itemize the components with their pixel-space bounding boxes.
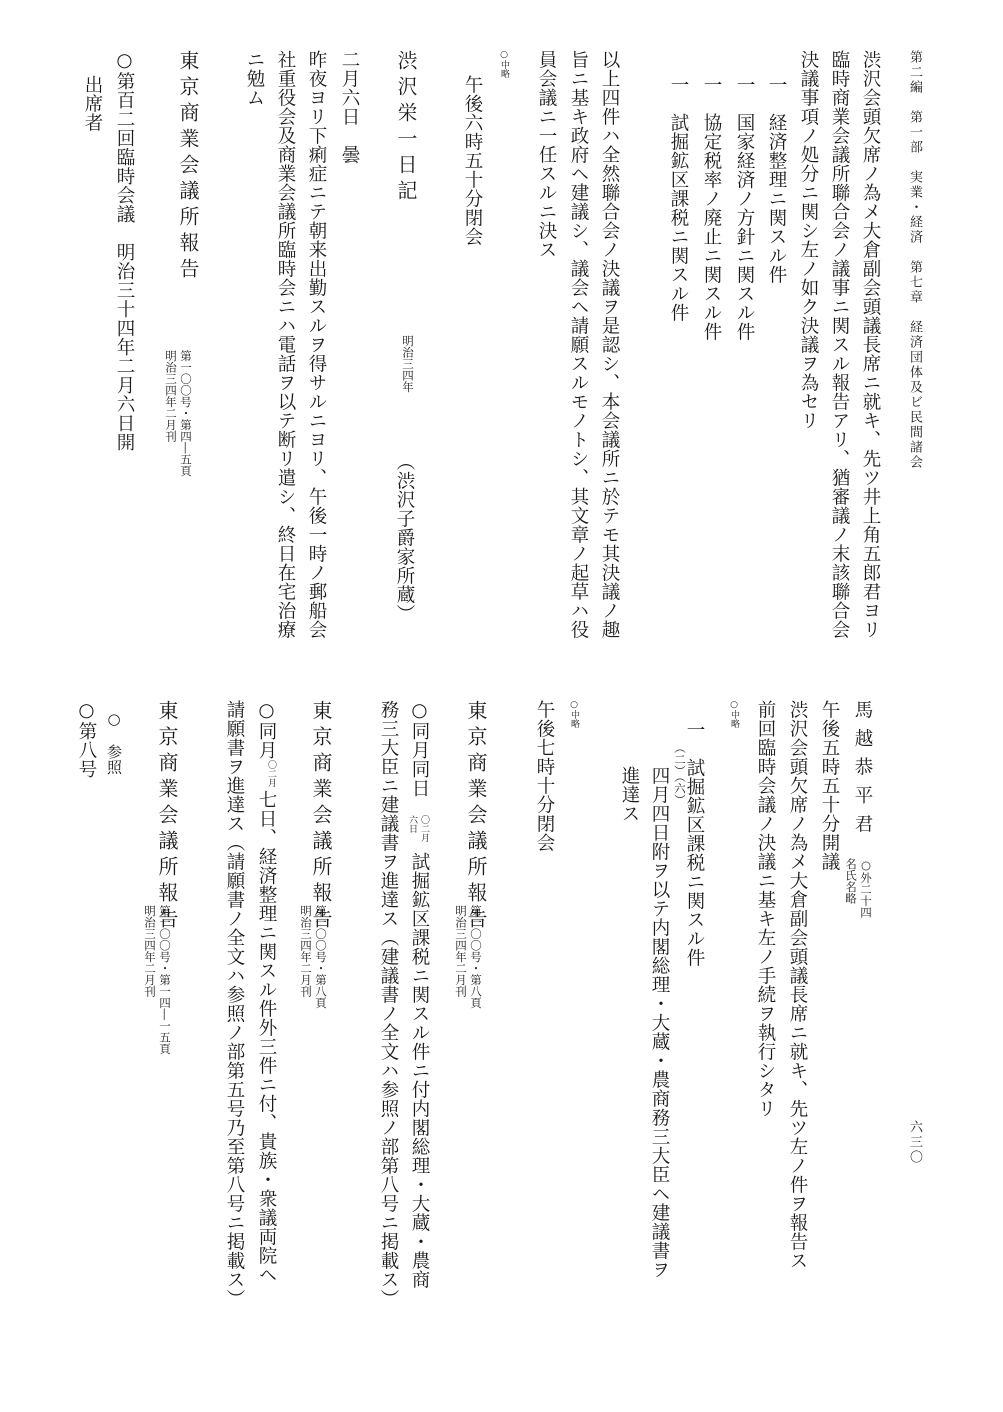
report-title: 東京商業会議所報告 <box>309 700 333 934</box>
text-column: 昨夜ヨリ下痢症ニテ朝来出勤スルヲ得サルニヨリ、午後一時ノ郵船会 <box>306 50 327 639</box>
annotation: （二）（六） <box>673 742 687 806</box>
attendee-note: 名氏名略 <box>844 858 858 904</box>
text-column: 渋沢会頭欠席ノ為メ大倉副会頭議長席ニ就キ、先ツ井上角五郎君ヨリ <box>860 50 881 639</box>
running-head: 第二編 第一部 実業・経済 第七章 経済団体及ビ民間諸会 <box>907 50 922 470</box>
report-ref: 第一〇〇号・第八頁 <box>469 905 483 1009</box>
diary-title: 渋沢栄一日記 <box>394 50 418 206</box>
text-column: ○同月同日 <box>409 700 430 798</box>
text-column: 午後五時五十分開議 <box>819 700 840 871</box>
diary-year: 明治三四年 <box>401 335 415 393</box>
annotation: 〇二月 <box>419 815 429 842</box>
report-title: 東京商業会議所報告 <box>176 50 200 284</box>
text-column: 試掘鉱区課税ニ関スル件ニ付内閣総理・大蔵・農商 <box>409 852 430 1289</box>
text-column: 臨時商業会議所聯合会ノ議事ニ関スル報告アリ、猶審議ノ末該聯合会 <box>829 50 850 639</box>
reference-number: ○第八号 <box>76 700 97 779</box>
list-item: 一 国家経済ノ方針ニ関スル件 <box>734 75 755 341</box>
text-column: 以上四件ハ全然聯合会ノ決議ヲ是認シ、本会議所ニ於テモ其決議ノ趣 <box>599 50 620 639</box>
attendees-heading: 出席者 <box>82 75 103 132</box>
annotation: 六日 <box>407 815 417 833</box>
page-number: 六三〇 <box>907 1120 922 1165</box>
text-column: 旨ニ基キ政府ヘ建議シ、議会ヘ請願スルモノトシ、其文章ノ起草ハ役 <box>568 50 589 639</box>
text-column: 請願書ヲ進達ス（請願書ノ全文ハ参照ノ部第五号乃至第八号ニ掲載ス） <box>224 700 245 1308</box>
report-ref: 明治三四年二月刊 <box>454 905 468 997</box>
text-column: 進達ス <box>619 766 640 823</box>
text-column: 七日、経済整理ニ関スル件外三件ニ付、貴族・衆議両院ヘ <box>256 790 277 1284</box>
text-column: 社重役会及商業会議所臨時会ニハ電話ヲ以テ断リ遣シ、終日在宅治療 <box>275 50 296 639</box>
report-title: 東京商業会議所報告 <box>464 700 488 934</box>
text-column: 決議事項ノ処分ニ関シ左ノ如ク決議ヲ為セリ <box>798 50 819 430</box>
report-ref: 明治三四年二月刊 <box>143 905 157 997</box>
text-column: ニ勉ム <box>244 50 265 107</box>
text-column: 午後七時十分閉会 <box>534 700 555 852</box>
report-ref: 第一〇〇号・第八頁 <box>314 905 328 1009</box>
text-column: ○同月 <box>256 700 277 760</box>
report-title: 東京商業会議所報告 <box>155 700 179 934</box>
diary-source: （渋沢子爵家所蔵） <box>394 452 415 623</box>
list-item: 一 経済整理ニ関スル件 <box>766 75 787 284</box>
report-ref: 明治三四年二月刊 <box>299 905 313 997</box>
meeting-heading: ○第百二回臨時会議 明治三十四年二月六日開 <box>114 50 135 452</box>
annotation: 〇二月 <box>266 760 276 787</box>
text-column: 四月四日附ヲ以テ内閣総理・大蔵・農商務三大臣ヘ建議書ヲ <box>649 766 670 1279</box>
text-column: 渋沢会頭欠席ノ為メ大倉副会頭議長席ニ就キ、先ツ左ノ件ヲ報告ス <box>787 700 808 1270</box>
attendee-note: ○外二十四 <box>859 858 873 918</box>
reference-heading: ○ 参照 <box>105 710 123 775</box>
text-column: 午後六時五十分閉会 <box>462 75 483 246</box>
report-ref: 第一〇〇号・第四―五頁 <box>179 350 193 477</box>
omission-mark: ○中略 <box>499 50 509 78</box>
text-column: 務三大臣ニ建議書ヲ進達ス（建議書ノ全文ハ参照ノ部第八号ニ掲載ス） <box>378 700 399 1308</box>
attendee-name: 馬越恭平君 <box>852 700 873 843</box>
list-item: 一 協定税率ノ廃止ニ関スル件 <box>701 75 722 341</box>
omission-mark: ○中略 <box>729 700 739 728</box>
diary-date: 二月六日 曇 <box>339 50 360 164</box>
report-ref: 第一〇〇号・第一四―一五頁 <box>158 905 172 1055</box>
report-ref: 明治三四年二月刊 <box>164 350 178 442</box>
text-column: 前回臨時会議ノ決議ニ基キ左ノ手続ヲ執行シタリ <box>755 700 776 1118</box>
list-item: 一 試掘鉱区課税ニ関スル件 <box>668 75 689 322</box>
text-column: 員会議ニ一任スルニ決ス <box>536 50 557 259</box>
omission-mark: ○中略 <box>569 700 579 728</box>
list-item: 一 試掘鉱区課税ニ関スル件 <box>684 720 705 967</box>
